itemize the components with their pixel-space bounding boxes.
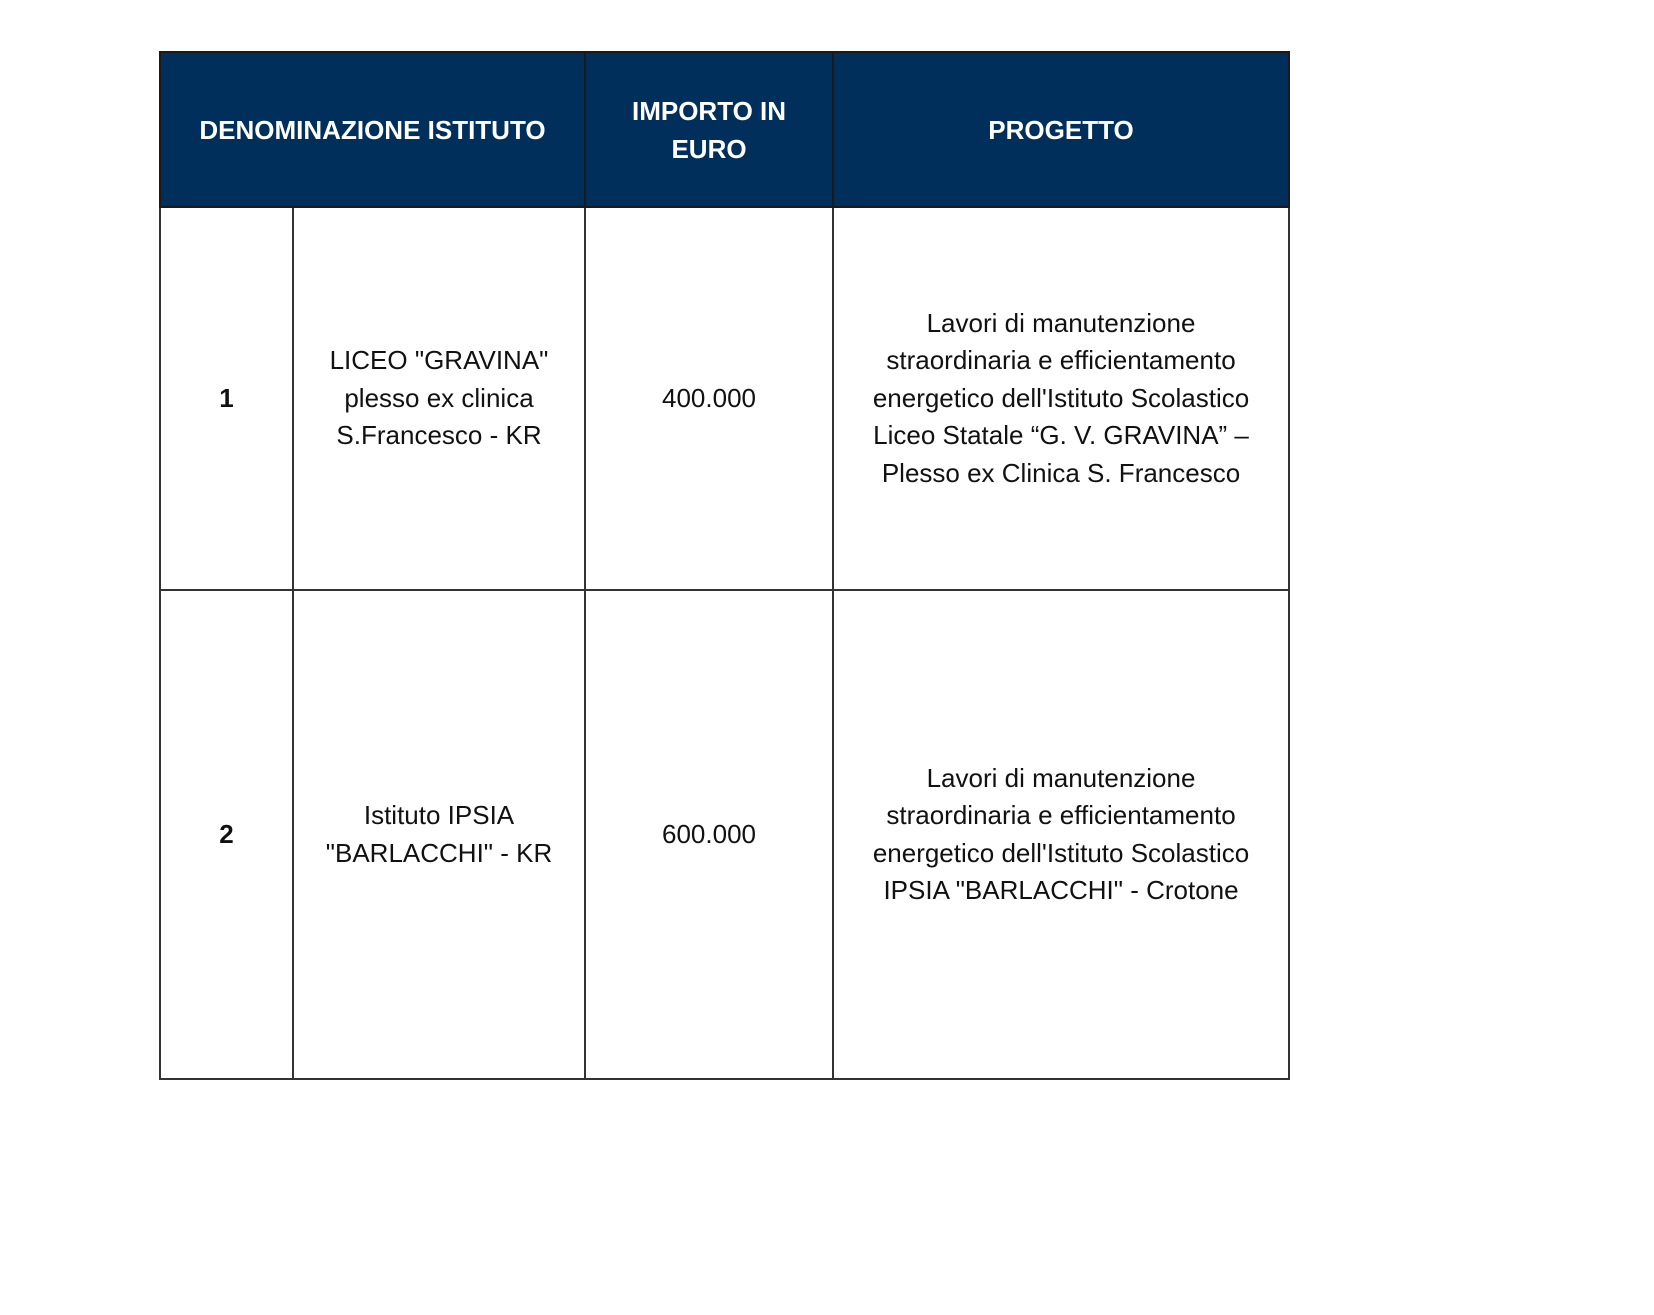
progetto-line: IPSIA "BARLACCHI" - Crotone — [883, 875, 1239, 905]
row-number: 2 — [160, 590, 293, 1079]
progetto-line: energetico dell'Istituto Scolastico — [872, 382, 1250, 413]
progetto-cell — [833, 590, 1289, 1079]
progetto-line: straordinaria e efficientamento — [886, 800, 1236, 830]
progetto-line: straordinaria e efficientamento — [886, 345, 1236, 376]
progetto-line: Lavori di manutenzione — [926, 762, 1196, 793]
istituto-line: S.Francesco - KR — [336, 420, 542, 451]
header-importo-line1: IMPORTO IN — [631, 95, 787, 126]
importo-cell: 600.000 — [585, 590, 833, 1079]
table-row — [160, 207, 1289, 590]
header-row — [160, 52, 1289, 207]
progetto-cell — [833, 207, 1289, 590]
istituto-line: Istituto IPSIA — [363, 800, 515, 830]
istituto-cell — [293, 207, 585, 590]
row-number: 1 — [160, 207, 293, 590]
projects-table — [159, 51, 1290, 1080]
progetto-line: Plesso ex Clinica S. Francesco — [881, 457, 1241, 488]
istituto-line: LICEO "GRAVINA" — [329, 345, 549, 376]
istituto-line: "BARLACCHI" - KR — [325, 837, 553, 868]
header-progetto: PROGETTO — [833, 52, 1289, 207]
importo-cell: 400.000 — [585, 207, 833, 590]
header-importo-line2: EURO — [671, 133, 747, 164]
header-importo — [585, 52, 833, 207]
table-row — [160, 590, 1289, 1079]
table-header — [160, 52, 1289, 207]
progetto-line: Lavori di manutenzione — [926, 307, 1196, 338]
header-denominazione: DENOMINAZIONE ISTITUTO — [160, 52, 585, 207]
progetto-line: energetico dell'Istituto Scolastico — [872, 837, 1250, 868]
table-body — [160, 207, 1289, 1079]
istituto-line: plesso ex clinica — [344, 382, 534, 413]
progetto-line: Liceo Statale “G. V. GRAVINA” – — [873, 420, 1249, 451]
istituto-cell — [293, 590, 585, 1079]
